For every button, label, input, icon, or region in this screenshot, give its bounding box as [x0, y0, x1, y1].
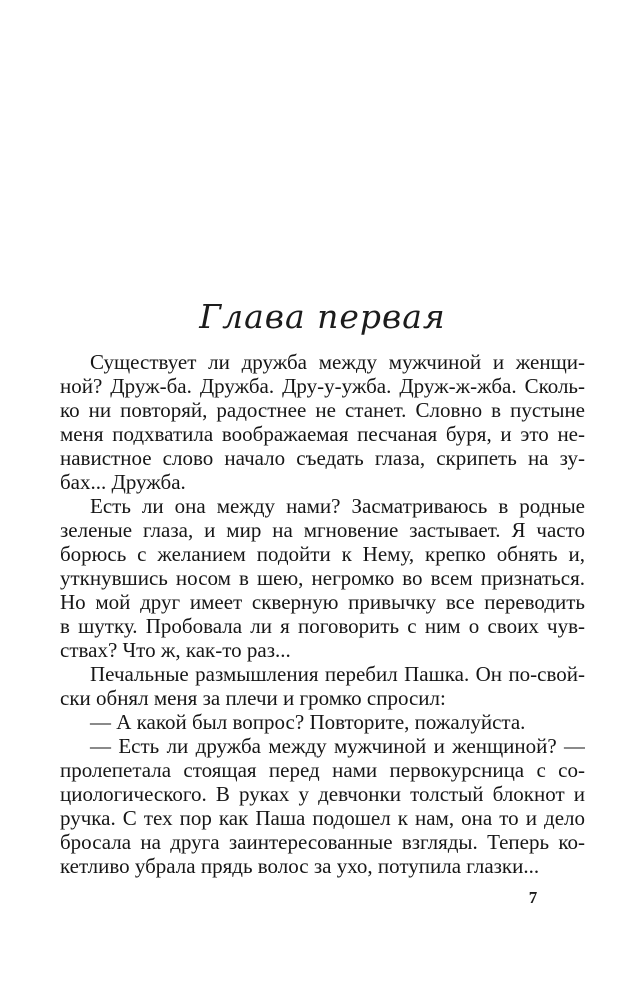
text-line: — А какой был вопрос? Повторите, пожалуйста. — [90, 710, 526, 734]
chapter-title: Глава первая — [199, 297, 446, 336]
text-line: зеленые глаза, и мир на мгновение застывает. Я часто — [60, 518, 585, 542]
text-line: пролепетала стоящая перед нами первокурсница с со- — [60, 758, 585, 782]
text-line: борюсь с желанием подойти к Нему, крепко обнять и, — [60, 542, 585, 566]
text-line: бах... Дружба. — [60, 470, 186, 494]
text-line: Существует ли дружба между мужчиной и женщи- — [90, 350, 585, 374]
text-line: Печальные размышления перебил Пашка. Он по-свой- — [90, 662, 585, 686]
text-line: навистное слово начало съедать глаза, скрипеть на зу- — [60, 446, 585, 470]
text-line: Есть ли она между нами? Засматриваюсь в родные — [90, 494, 585, 518]
text-line: циологического. В руках у девчонки толстый блокнот и — [60, 782, 585, 806]
text-line: ручка. С тех пор как Паша подошел к нам, она то и дело — [60, 806, 585, 830]
text-line: в шутку. Пробовала ли я поговорить с ним о своих чув- — [60, 614, 585, 638]
text-line: ной? Друж-ба. Дружба. Дру-у-ужба. Друж-ж-жба. Сколь- — [60, 374, 585, 398]
text-line: ко ни повторяй, радостнее не станет. Словно в пустыне — [60, 398, 585, 422]
text-line: меня подхватила воображаемая песчаная буря, и это не- — [60, 422, 585, 446]
text-block — [60, 350, 585, 878]
text-line: кетливо убрала прядь волос за ухо, потупила глазки... — [60, 854, 540, 878]
text-line: бросала на друга заинтересованные взгляды. Теперь ко- — [60, 830, 585, 854]
text-line: Но мой друг имеет скверную привычку все переводить — [60, 590, 585, 614]
text-line: — Есть ли дружба между мужчиной и женщиной? — — [90, 734, 585, 758]
text-line: ски обнял меня за плечи и громко спросил: — [60, 686, 446, 710]
text-line: ствах? Что ж, как-то раз... — [60, 638, 291, 662]
text-line: уткнувшись носом в шею, негромко во всем признаться. — [60, 566, 585, 590]
page-number: 7 — [528, 888, 538, 907]
